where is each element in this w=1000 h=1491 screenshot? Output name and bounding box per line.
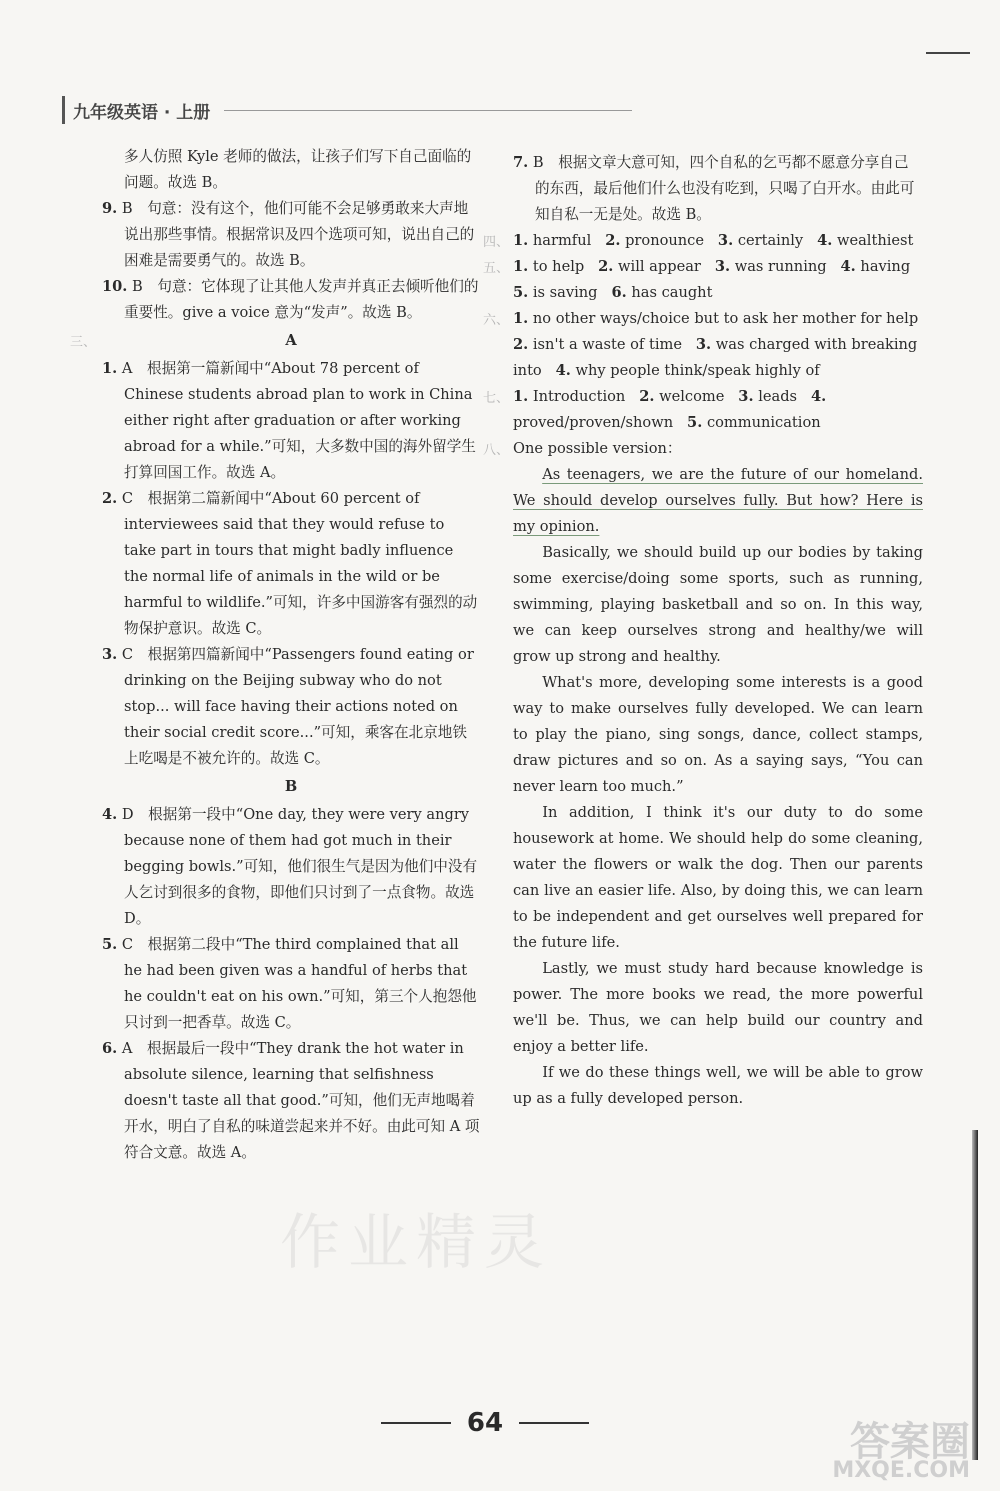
answer-text: A 根据最后一段中“They drank the hot water in absolute silence, learning that selfishness doesn't taste all that good.”可知，他们无声地喝着开水，明白了自私的味道尝起来并不好。由此可知 A 项符合文意。故选 A。 (121, 1040, 480, 1161)
header-title: 九年级英语 · 上册 (73, 102, 211, 123)
answer-b7 (513, 150, 923, 228)
s5-item: 3. was running (714, 258, 827, 275)
s7-item: 3. leads (738, 388, 798, 405)
essay-paragraph: In addition, I think it's our duty to do some housework at home. We should help do some cleaning, water the flowers or walk the dog. Then our parents can live an easier life. Also, by doing this, we can learn to be independent and get ourselves well prepared for the future life. (513, 804, 923, 951)
footer-rule-right (519, 1422, 589, 1424)
section-6-mark: 六、 (483, 313, 510, 328)
s5-item: 2. will appear (598, 258, 701, 275)
s4-item: 3. certainly (717, 232, 804, 249)
s4-item: 1. harmful (513, 232, 592, 249)
s7-item: 5. communication (687, 414, 821, 431)
answer-number: 6. (102, 1040, 118, 1057)
answer-text: D 根据第一段中“One day, they were very angry because none of them had got much in their begging bowls.”可知，他们很生气是因为他们中没有人乞讨到很多的食物，即他们只讨到了一点食物。故选 D。 (121, 806, 478, 927)
page-header (62, 95, 632, 125)
s5-item: 1. to help (513, 258, 585, 275)
s6-item: 4. why people think/speak highly of (555, 362, 820, 379)
section-8 (483, 436, 923, 1112)
answer-number: 1. (102, 360, 118, 377)
answer-text: C 根据第四篇新闻中“Passengers found eating or drinking on the Beijing subway who do not stop... will face having their actions noted on their social credit score...”可知，乘客在北京地铁上吃喝是不被允许的。故选 C。 (121, 646, 474, 767)
s5-item: 4. having (840, 258, 911, 275)
section-7 (483, 384, 923, 436)
answer-number: 2. (102, 490, 118, 507)
s7-item: 1. Introduction (513, 388, 626, 405)
answer-a3 (102, 642, 480, 772)
section-8-mark: 八、 (483, 443, 510, 458)
page-number: 64 (466, 1408, 504, 1438)
answer-9 (102, 196, 480, 274)
site-logo: 答案圈 (850, 1419, 970, 1465)
essay-paragraph: What's more, developing some interests is a good way to make ourselves fully developed. We can learn to play the piano, sing songs, dance, collect stamps, draw pictures and so on. As a saying says, “You can never learn too much.” (513, 674, 923, 795)
corner-rule (926, 52, 970, 54)
answer-text: C 根据第二段中“The third complained that all he had been given was a handful of herbs that he couldn't eat on his own.”可知，第三个人抱怨他只讨到一把香草。故选 C。 (121, 936, 477, 1031)
answer-10 (102, 274, 480, 326)
s4-item: 2. pronounce (605, 232, 704, 249)
essay-paragraph: Lastly, we must study hard because knowledge is power. The more books we read, the more powerful we'll be. Thus, we can help build our country and enjoy a better life. (513, 960, 923, 1055)
section-5 (483, 254, 923, 306)
intro-continuation: 多人仿照 Kyle 老师的做法，让孩子们写下自己面临的问题。故选 B。 (124, 148, 472, 191)
watermark: 作业精灵 (280, 1208, 552, 1278)
s4-item: 4. wealthiest (817, 232, 914, 249)
header-rule (224, 110, 632, 111)
s6-item: 3. was charged with breaking into (513, 336, 918, 379)
s7-item: 2. welcome (639, 388, 725, 405)
answer-number: 5. (102, 936, 118, 953)
section-b-heading: B (284, 778, 298, 795)
answer-a1 (102, 356, 480, 486)
header-bar (62, 96, 65, 124)
answer-text: B 句意：它体现了让其他人发声并真正去倾听他们的重要性。give a voice 意为“发声”。故选 B。 (124, 278, 479, 321)
left-column (70, 144, 480, 1166)
page-footer (380, 1408, 590, 1438)
answer-text: B 根据文章大意可知，四个自私的乞丐都不愿意分享自己的东西，最后他们什么也没有吃到，只喝了白开水。由此可知自私一无是处。故选 B。 (532, 154, 915, 223)
answer-number: 3. (102, 646, 118, 663)
s5-item: 6. has caught (611, 284, 713, 301)
section-5-mark: 五、 (483, 261, 510, 276)
answer-number: 7. (513, 154, 529, 171)
answer-text: B 句意：没有这个，他们可能不会足够勇敢来大声地说出那些事情。根据常识及四个选项可知，说出自己的困难是需要勇气的。故选 B。 (121, 200, 475, 269)
answer-a2 (102, 486, 480, 642)
s7-item: 4. proved/proven/shown (513, 388, 827, 431)
s6-item: 1. no other ways/choice but to ask her mother for help (513, 310, 919, 327)
essay-intro: One possible version： (513, 440, 682, 457)
section-3-mark: 三、 (70, 335, 97, 350)
essay-paragraph: As teenagers, we are the future of our homeland. We should develop ourselves fully. But how? Here is my opinion. (513, 466, 923, 535)
site-url: MXQE.COM (832, 1458, 970, 1483)
answer-b5 (102, 932, 480, 1036)
section-7-mark: 七、 (483, 391, 510, 406)
answer-number: 9. (102, 200, 118, 217)
answer-text: C 根据第二篇新闻中“About 60 percent of interviewees said that they would refuse to take part in tours that might badly influence the normal life of animals in the wild or be harmful to wildlife.”可知，许多中国游客有强烈的动物保护意识。故选 C。 (121, 490, 478, 637)
essay-paragraph: If we do these things well, we will be able to grow up as a fully developed person. (513, 1064, 923, 1107)
answer-number: 4. (102, 806, 118, 823)
answer-b4 (102, 802, 480, 932)
s6-item: 2. isn't a waste of time (513, 336, 682, 353)
answer-b6 (102, 1036, 480, 1166)
right-column (483, 150, 923, 1112)
section-a-heading: A (285, 332, 297, 349)
answer-number: 10. (102, 278, 128, 295)
section-4 (483, 228, 923, 254)
s5-item: 5. is saving (513, 284, 598, 301)
section-6 (483, 306, 923, 384)
footer-rule-left (381, 1422, 451, 1424)
essay-paragraph: Basically, we should build up our bodies by taking some exercise/doing some sports, such as running, swimming, playing basketball and so on. In this way, we can keep ourselves strong and healthy/we will grow up strong and healthy. (513, 544, 923, 665)
section-4-mark: 四、 (483, 235, 510, 250)
answer-text: A 根据第一篇新闻中“About 78 percent of Chinese students abroad plan to work in China either right after graduation or after working abroad for a while.”可知，大多数中国的海外留学生打算回国工作。故选 A。 (121, 360, 476, 481)
page-edge-shadow (972, 1130, 978, 1460)
